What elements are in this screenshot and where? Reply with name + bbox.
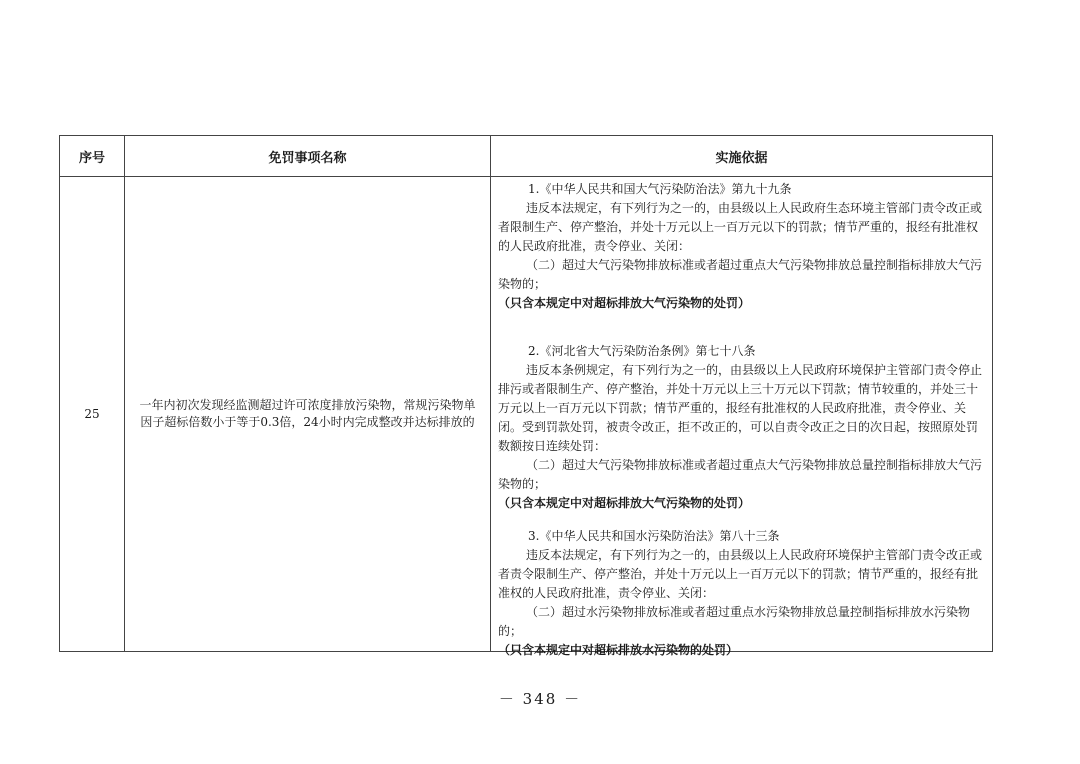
basis-2-body: 违反本条例规定，有下列行为之一的，由县级以上人民政府环境保护主管部门责令停止排污或者限制生产、停产整治，并处十万元以上三十万元以下罚款；情节较重的，并处三十万元以上一百万元以下罚款；情节严重的，报经有批准权的人民政府批准，责令停业、关闭。受到罚款处罚，被责令改正，拒不改正的，可以自责令改正之日的次日起，按照原处罚数额按日连续处罚：: [498, 363, 983, 453]
basis-2-title: 2.《河北省大气污染防治条例》第七十八条: [528, 344, 756, 358]
basis-1-clause: （二）超过大气污染物排放标准或者超过重点大气污染物排放总量控制指标排放大气污染物的；: [498, 258, 983, 291]
row-basis-cell: [498, 180, 984, 660]
row-seq-cell: 25: [84, 406, 100, 421]
basis-1-title: 1.《中华人民共和国大气污染防治法》第九十九条: [528, 182, 792, 196]
basis-3-clause: （二）超过水污染物排放标准或者超过重点水污染物排放总量控制指标排放水污染物的；: [498, 605, 971, 638]
basis-2-note: （只含本规定中对超标排放大气污染物的处罚）: [498, 496, 751, 510]
penalty-exemption-table: [59, 135, 993, 657]
header-seq: 序号: [78, 150, 105, 166]
page-number: － 348 －: [498, 690, 582, 708]
item-name-text: 一年内初次发现经监测超过许可浓度排放污染物，常规污染物单因子超标倍数小于等于0.3倍，24小时内完成整改并达标排放的: [139, 397, 476, 429]
basis-3-note: （只含本规定中对超标排放水污染物的处罚）: [498, 643, 739, 657]
basis-3-body: 违反本法规定，有下列行为之一的，由县级以上人民政府环境保护主管部门责令改正或者责令限制生产、停产整治，并处十万元以上一百万元以下的罚款；情节严重的，报经有批准权的人民政府批准，责令停业、关闭：: [498, 548, 983, 600]
header-item-name: 免罚事项名称: [268, 150, 347, 166]
header-basis: 实施依据: [715, 150, 768, 166]
basis-2-clause: （二）超过大气污染物排放标准或者超过重点大气污染物排放总量控制指标排放大气污染物的；: [498, 458, 983, 491]
basis-1-note: （只含本规定中对超标排放大气污染物的处罚）: [498, 296, 751, 310]
basis-1-body: 违反本法规定，有下列行为之一的，由县级以上人民政府生态环境主管部门责令改正或者限制生产、停产整治，并处十万元以上一百万元以下的罚款；情节严重的，报经有批准权的人民政府批准，责令停业、关闭：: [498, 201, 983, 253]
column-divider: [490, 136, 491, 651]
row-item-name-cell: [125, 176, 490, 651]
basis-3-title: 3.《中华人民共和国水污染防治法》第八十三条: [528, 529, 780, 543]
